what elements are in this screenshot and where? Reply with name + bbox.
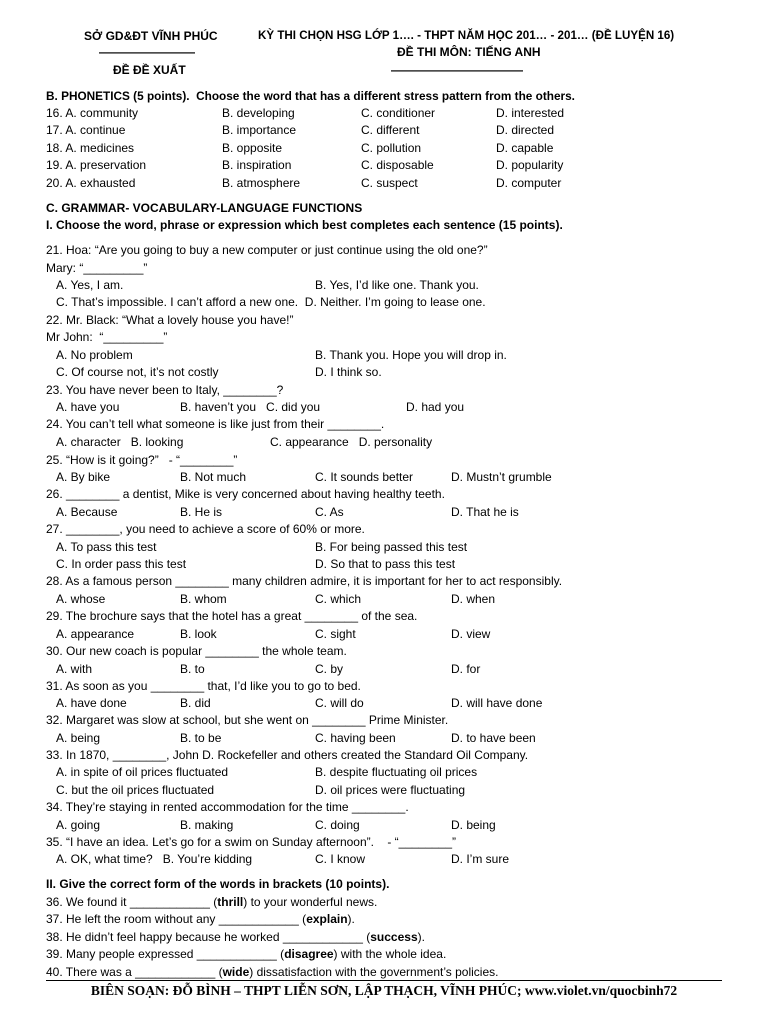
- answer-option: C. doing: [315, 818, 360, 832]
- answer-option: C. As: [315, 505, 344, 519]
- question-stem: 33. In 1870, ________, John D. Rockefeller and others created the Standard Oil Company.: [46, 748, 529, 762]
- answer-option: C. will do: [315, 696, 364, 710]
- answer-option: A. appearance: [56, 627, 135, 641]
- answer-option: D. view: [451, 627, 491, 641]
- answer-option: D. I’m sure: [451, 852, 510, 866]
- answer-option: A. OK, what time? B. You’re kidding: [56, 852, 253, 866]
- department-name: SỞ GD&ĐT VĨNH PHÚC: [84, 29, 218, 43]
- department-rule: ————————: [99, 45, 195, 59]
- word-form-tail: ) dissatisfaction with the government’s policies.: [249, 965, 499, 979]
- answer-option: A. have you: [56, 400, 120, 414]
- answer-option: B. Yes, I’d like one. Thank you.: [315, 278, 479, 292]
- grammar-instruction: I. Choose the word, phrase or expression which best completes each sentence (15 points).: [46, 218, 563, 232]
- answer-option: C. having been: [315, 731, 396, 745]
- question-stem: 28. As a famous person ________ many children admire, it is important for her to act responsibly.: [46, 574, 563, 588]
- word-form-root: wide: [222, 965, 250, 979]
- question-stem: 31. As soon as you ________ that, I’d like you to go to bed.: [46, 679, 361, 693]
- answer-option: C. by: [315, 662, 344, 676]
- answer-option: D. I think so.: [315, 365, 382, 379]
- question-stem: 21. Hoa: “Are you going to buy a new computer or just continue using the old one?”: [46, 243, 488, 257]
- phonetics-option-d: D. computer: [496, 176, 562, 190]
- phonetics-option-a: 18. A. medicines: [46, 141, 135, 155]
- answer-option: B. to be: [180, 731, 222, 745]
- question-stem: 35. “I have an idea. Let’s go for a swim on Sunday afternoon”. - “________”: [46, 835, 457, 849]
- word-form-item: [46, 965, 498, 979]
- answer-option: B. look: [180, 627, 217, 641]
- question-stem: 27. ________, you need to achieve a score of 60% or more.: [46, 522, 365, 536]
- answer-option: A. going: [56, 818, 101, 832]
- answer-option: C. It sounds better: [315, 470, 414, 484]
- phonetics-option-c: C. suspect: [361, 176, 418, 190]
- answer-option: A. have done: [56, 696, 127, 710]
- word-form-root: success: [370, 930, 418, 944]
- phonetics-option-a: 19. A. preservation: [46, 158, 147, 172]
- answer-option: B. whom: [180, 592, 227, 606]
- word-form-root: disagree: [284, 947, 334, 961]
- exam-title: KỲ THI CHỌN HSG LỚP 1…. - THPT NĂM HỌC 201… - 201… (ĐỀ LUYỆN 16): [258, 29, 675, 42]
- answer-option: C. appearance D. personality: [270, 435, 433, 449]
- question-stem: Mary: “_________”: [46, 261, 148, 275]
- phonetics-option-a: 20. A. exhausted: [46, 176, 136, 190]
- phonetics-option-b: B. atmosphere: [222, 176, 301, 190]
- phonetics-option-b: B. importance: [222, 123, 297, 137]
- question-stem: 25. “How is it going?” - “________”: [46, 453, 238, 467]
- word-form-stem: 36. We found it ____________ (: [46, 895, 218, 909]
- answer-option: A. By bike: [56, 470, 111, 484]
- answer-option: C. sight: [315, 627, 356, 641]
- answer-option: D. That he is: [451, 505, 519, 519]
- question-stem: 22. Mr. Black: “What a lovely house you have!”: [46, 313, 294, 327]
- answer-option: D. when: [451, 592, 496, 606]
- subject-rule: ———————————: [391, 63, 523, 77]
- answer-option: B. For being passed this test: [315, 540, 468, 554]
- question-stem: 24. You can’t tell what someone is like just from their ________.: [46, 417, 385, 431]
- answer-option: D. will have done: [451, 696, 543, 710]
- word-form-item: [46, 895, 377, 909]
- question-stem: 34. They’re staying in rented accommodation for the time ________.: [46, 800, 409, 814]
- answer-option: A. being: [56, 731, 101, 745]
- answer-option: A. Yes, I am.: [56, 278, 124, 292]
- word-form-stem: 39. Many people expressed ____________ (: [46, 947, 285, 961]
- answer-option: A. No problem: [56, 348, 133, 362]
- answer-option: D. So that to pass this test: [315, 557, 456, 571]
- word-form-stem: 40. There was a ____________ (: [46, 965, 223, 979]
- footer-rule: [46, 980, 722, 981]
- question-stem: 32. Margaret was slow at school, but she went on ________ Prime Minister.: [46, 713, 449, 727]
- question-stem: 26. ________ a dentist, Mike is very concerned about having healthy teeth.: [46, 487, 445, 501]
- answer-option: D. Mustn’t grumble: [451, 470, 552, 484]
- word-forms-title: II. Give the correct form of the words in brackets (10 points).: [46, 877, 390, 891]
- phonetics-option-a: 17. A. continue: [46, 123, 126, 137]
- word-form-stem: 37. He left the room without any ____________ (: [46, 912, 307, 926]
- answer-option: A. To pass this test: [56, 540, 157, 554]
- word-form-root: thrill: [217, 895, 244, 909]
- answer-option: D. to have been: [451, 731, 536, 745]
- word-form-root: explain: [306, 912, 348, 926]
- answer-option: B. Thank you. Hope you will drop in.: [315, 348, 507, 362]
- answer-option: D. for: [451, 662, 481, 676]
- phonetics-option-d: D. capable: [496, 141, 554, 155]
- answer-option: C. In order pass this test: [56, 557, 187, 571]
- answer-option: D. had you: [406, 400, 465, 414]
- word-form-tail: ) to your wonderful news.: [243, 895, 378, 909]
- word-form-item: [46, 930, 425, 944]
- answer-option: B. He is: [180, 505, 223, 519]
- question-stem: Mr John: “_________”: [46, 330, 168, 344]
- phonetics-option-c: C. pollution: [361, 141, 422, 155]
- answer-option: C. That’s impossible. I can’t afford a new one. D. Neither. I’m going to lease one.: [56, 295, 486, 309]
- answer-option: B. Not much: [180, 470, 247, 484]
- phonetics-option-d: D. interested: [496, 106, 565, 120]
- answer-option: A. with: [56, 662, 93, 676]
- footer-credit: BIÊN SOẠN: ĐỖ BÌNH – THPT LIỄN SƠN, LẬP THẠCH, VĨNH PHÚC; www.violet.vn/quocbinh72: [90, 983, 678, 998]
- answer-option: A. Because: [56, 505, 118, 519]
- answer-option: D. oil prices were fluctuating: [315, 783, 466, 797]
- phonetics-option-a: 16. A. community: [46, 106, 139, 120]
- word-form-tail: ).: [347, 912, 355, 926]
- phonetics-option-d: D. directed: [496, 123, 555, 137]
- answer-option: B. despite fluctuating oil prices: [315, 765, 478, 779]
- exam-subject: ĐỀ THI MÔN: TIẾNG ANH: [397, 45, 541, 59]
- phonetics-option-b: B. developing: [222, 106, 295, 120]
- answer-option: A. whose: [56, 592, 106, 606]
- answer-option: B. did: [180, 696, 211, 710]
- answer-option: D. being: [451, 818, 496, 832]
- question-stem: 29. The brochure says that the hotel has a great ________ of the sea.: [46, 609, 418, 623]
- word-form-tail: ) with the whole idea.: [333, 947, 447, 961]
- answer-option: B. to: [180, 662, 205, 676]
- phonetics-option-b: B. opposite: [222, 141, 283, 155]
- answer-option: C. I know: [315, 852, 366, 866]
- phonetics-option-c: C. different: [361, 123, 420, 137]
- answer-option: B. haven’t you C. did you: [180, 400, 321, 414]
- question-stem: 23. You have never been to Italy, ________?: [46, 383, 284, 397]
- answer-option: C. Of course not, it’s not costly: [56, 365, 219, 379]
- grammar-title: C. GRAMMAR- VOCABULARY-LANGUAGE FUNCTIONS: [46, 201, 363, 215]
- answer-option: A. character B. looking: [56, 435, 184, 449]
- word-form-tail: ).: [417, 930, 425, 944]
- answer-option: C. which: [315, 592, 362, 606]
- phonetics-option-c: C. disposable: [361, 158, 434, 172]
- phonetics-option-b: B. inspiration: [222, 158, 292, 172]
- proposal-label: ĐỀ ĐỀ XUẤT: [113, 63, 186, 77]
- word-form-stem: 38. He didn’t feel happy because he worked ____________ (: [46, 930, 371, 944]
- answer-option: A. in spite of oil prices fluctuated: [56, 765, 229, 779]
- word-form-item: [46, 912, 355, 926]
- phonetics-option-d: D. popularity: [496, 158, 564, 172]
- phonetics-option-c: C. conditioner: [361, 106, 436, 120]
- answer-option: B. making: [180, 818, 234, 832]
- phonetics-title: B. PHONETICS (5 points). Choose the word that has a different stress pattern from the others.: [46, 89, 575, 103]
- word-form-item: [46, 947, 446, 961]
- answer-option: C. but the oil prices fluctuated: [56, 783, 215, 797]
- question-stem: 30. Our new coach is popular ________ the whole team.: [46, 644, 347, 658]
